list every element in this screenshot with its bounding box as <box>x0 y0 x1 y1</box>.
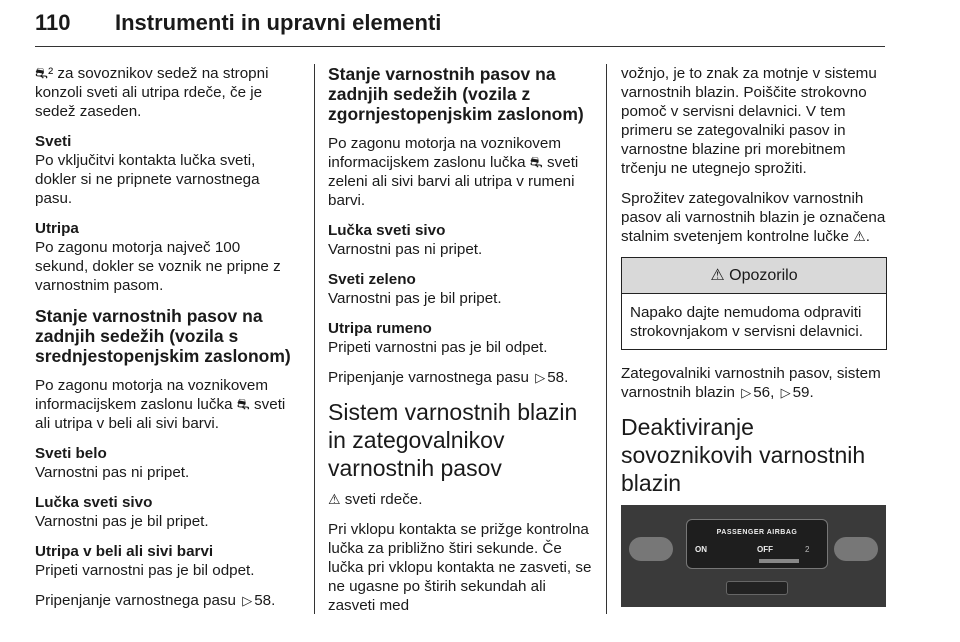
column-2 <box>328 64 596 626</box>
reference <box>35 591 297 610</box>
zeleno-text: Varnostni pas je bil pripet. <box>328 290 502 307</box>
reference <box>621 364 887 402</box>
page-reference-icon: ▷ <box>741 385 752 400</box>
page-number: 110 <box>35 10 71 35</box>
trigger-text: Sprožitev zategovalnikov varnostnih pasov ali varnostnih blazin je označena stalnim svetenjem kontrolne lučke <box>621 190 886 245</box>
airbag-indicator-panel <box>686 519 828 569</box>
page-header <box>35 6 885 46</box>
page-reference-icon: ▷ <box>242 593 253 608</box>
warning-title: Opozorilo <box>729 267 798 284</box>
sivo-label: Lučka sveti sivo <box>328 222 446 239</box>
intro-paragraph: ⛐² za sovoznikov sedež na stropni konzoli sveti ali utripa rdeče, če je sedež zaseden. <box>35 65 269 120</box>
page-reference-icon: ▷ <box>535 370 546 385</box>
sivo-text: Varnostni pas je bil pripet. <box>35 513 209 530</box>
utripa-text: Po zagonu motorja največ 100 sekund, dokler se voznik ne pripne z varnostnim pasom. <box>35 239 281 294</box>
passenger-airbag-image <box>621 505 886 607</box>
column-divider <box>314 64 315 614</box>
sveti-label: Sveti <box>35 133 72 150</box>
section-heading: Stanje varnostnih pasov na zadnjih sedežih (vozila s srednjestopenjskim zaslonom) <box>35 306 291 366</box>
column-divider <box>606 64 607 614</box>
section-heading: Stanje varnostnih pasov na zadnjih sedežih (vozila z zgornjestopenjskim zaslonom) <box>328 64 584 124</box>
reference-text: Zategovalniki varnostnih pasov, sistem varnostnih blazin <box>621 365 881 401</box>
column-3 <box>621 64 887 607</box>
warning-box <box>621 257 887 350</box>
warning-text: Napako dajte nemudoma odpraviti strokovnjakom v servisni delavnici. <box>630 304 863 340</box>
column-1 <box>35 64 297 621</box>
panel-label: PASSENGER AIRBAG <box>716 529 798 536</box>
sivo-text: Varnostni pas ni pripet. <box>328 241 483 258</box>
reference-page[interactable]: 59. <box>792 384 814 401</box>
utripa2-text: Pripeti varnostni pas je bil odpet. <box>35 562 255 579</box>
belo-label: Sveti belo <box>35 445 107 462</box>
belo-text: Varnostni pas ni pripet. <box>35 464 190 481</box>
heading-text: Po zagonu motorja na voznikovem informacijskem zaslonu lučka ⛐ sveti ali utripa v beli ali sivi barvi. <box>35 377 286 432</box>
rumeno-text: Pripeti varnostni pas je bil odpet. <box>328 339 548 356</box>
reference-page[interactable]: 58. <box>547 369 569 386</box>
rumeno-label: Utripa rumeno <box>328 320 432 337</box>
lamp-shape <box>629 537 673 561</box>
console-slot <box>726 581 788 595</box>
continued-text: vožnjo, je to znak za motnje v sistemu varnostnih blazin. Poiščite strokovno pomoč v servisni delavnici. V tem primeru se zategovalniki pasov in varnostne blazine pri morebitnem trčenju ne utegnejo sprožiti. <box>621 65 877 177</box>
warning-header <box>622 258 886 294</box>
sivo-label: Lučka sveti sivo <box>35 494 153 511</box>
utripa2-label: Utripa v beli ali sivi barvi <box>35 543 214 560</box>
symbol-text: sveti rdeče. <box>344 491 423 508</box>
airbag-warning-icon: ⚠ <box>853 228 866 244</box>
page-reference-icon: ▷ <box>780 385 791 400</box>
zeleno-label: Sveti zeleno <box>328 271 416 288</box>
sveti-text: Po vključitvi kontakta lučka sveti, dokler si ne pripnete varnostnega pasu. <box>35 152 260 207</box>
reference <box>328 368 596 387</box>
body-text: Pri vklopu kontakta se prižge kontrolna lučka za približno štiri sekunde. Če lučka pri vklopu kontakta ne zasveti, se ne ugasne po štirih sekundah ali zasveti med <box>328 521 592 614</box>
warning-icon: ⚠ <box>710 267 725 284</box>
airbag-warning-icon: ⚠ <box>328 491 341 507</box>
reference-page[interactable]: 56, <box>753 384 775 401</box>
indicator-strip <box>759 559 799 563</box>
reference-page[interactable]: 58. <box>254 592 276 609</box>
panel-off-label: OFF <box>757 545 773 554</box>
panel-on-label: ON <box>695 545 707 554</box>
utripa-label: Utripa <box>35 220 79 237</box>
chapter-heading: Sistem varnostnih blazin in zategovalnikov varnostnih pasov <box>328 399 578 481</box>
trigger-paragraph: Sprožitev zategovalnikov varnostnih pasov ali varnostnih blazin je označena stalnim svetenjem kontrolne lučke ⚠. <box>621 190 886 245</box>
header-rule <box>35 46 885 47</box>
chapter-heading: Deaktiviranje sovoznikovih varnostnih blazin <box>621 414 866 496</box>
reference-text: Pripenjanje varnostnega pasu <box>35 592 236 609</box>
panel-2-label: 2 <box>805 545 810 554</box>
heading-text: Po zagonu motorja na voznikovem informacijskem zaslonu lučka ⛐ sveti zeleni ali sivi barvi ali utripa v rumeni barvi. <box>328 135 579 209</box>
page-title: Instrumenti in upravni elementi <box>115 10 442 35</box>
lamp-shape <box>834 537 878 561</box>
symbol-line <box>328 490 596 509</box>
reference-text: Pripenjanje varnostnega pasu <box>328 369 529 386</box>
